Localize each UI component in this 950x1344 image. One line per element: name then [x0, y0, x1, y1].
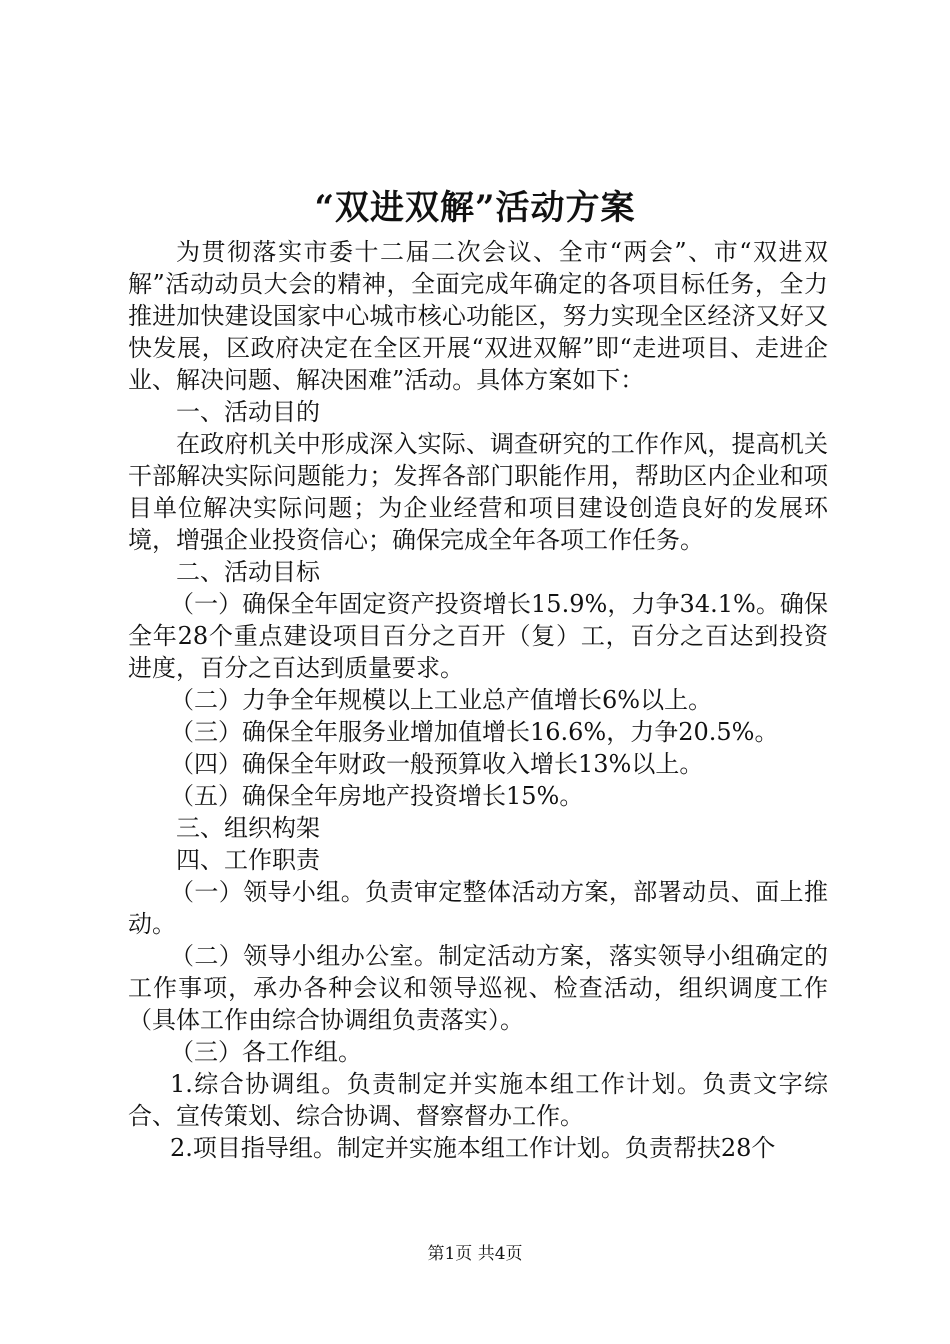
duty-work-groups: （三）各工作组。: [170, 1038, 362, 1066]
heading-activity-goals: 二、活动目标: [176, 558, 320, 586]
duty-leading-group: （一）领导小组。负责审定整体活动方案，部署动员、面上推动。: [128, 878, 828, 938]
duty-office: （二）领导小组办公室。制定活动方案，落实领导小组确定的工作事项，承办各种会议和领导巡视、检查活动，组织调度工作（具体工作由综合协调组负责落实）。: [128, 942, 828, 1034]
paragraph-purpose: 在政府机关中形成深入实际、调查研究的工作作风，提高机关干部解决实际问题能力；发挥各部门职能作用，帮助区内企业和项目单位解决实际问题；为企业经营和项目建设创造良好的发展环境，增强企业投资信心；确保完成全年各项工作任务。: [128, 430, 828, 554]
heading-responsibilities: 四、工作职责: [176, 846, 320, 874]
document-title: “双进双解”活动方案: [314, 188, 636, 228]
goal-item-5: （五）确保全年房地产投资增长15%。: [170, 782, 584, 810]
heading-activity-purpose: 一、活动目的: [176, 398, 320, 426]
goal-item-1: （一）确保全年固定资产投资增长15.9%，力争34.1%。确保全年28个重点建设项目百分之百开（复）工，百分之百达到投资进度，百分之百达到质量要求。: [128, 590, 828, 682]
duty-project-guidance-group: 2.项目指导组。制定并实施本组工作计划。负责帮扶28个: [170, 1134, 776, 1162]
goal-item-2: （二）力争全年规模以上工业总产值增长6%以上。: [170, 686, 713, 714]
duty-coordination-group: 1.综合协调组。负责制定并实施本组工作计划。负责文字综合、宣传策划、综合协调、督察督办工作。: [128, 1070, 828, 1130]
heading-organization: 三、组织构架: [176, 814, 320, 842]
document-body: [128, 236, 828, 1164]
paragraph-intro: 为贯彻落实市委十二届二次会议、全市“两会”、市“双进双解”活动动员大会的精神，全面完成年确定的各项目标任务，全力推进加快建设国家中心城市核心功能区，努力实现全区经济又好又快发展，区政府决定在全区开展“双进双解”即“走进项目、走进企业、解决问题、解决困难”活动。具体方案如下：: [128, 238, 828, 394]
goal-item-3: （三）确保全年服务业增加值增长16.6%，力争20.5%。: [170, 718, 779, 746]
goal-item-4: （四）确保全年财政一般预算收入增长13%以上。: [170, 750, 704, 778]
page-number-footer: 第1页 共4页: [427, 1244, 523, 1264]
